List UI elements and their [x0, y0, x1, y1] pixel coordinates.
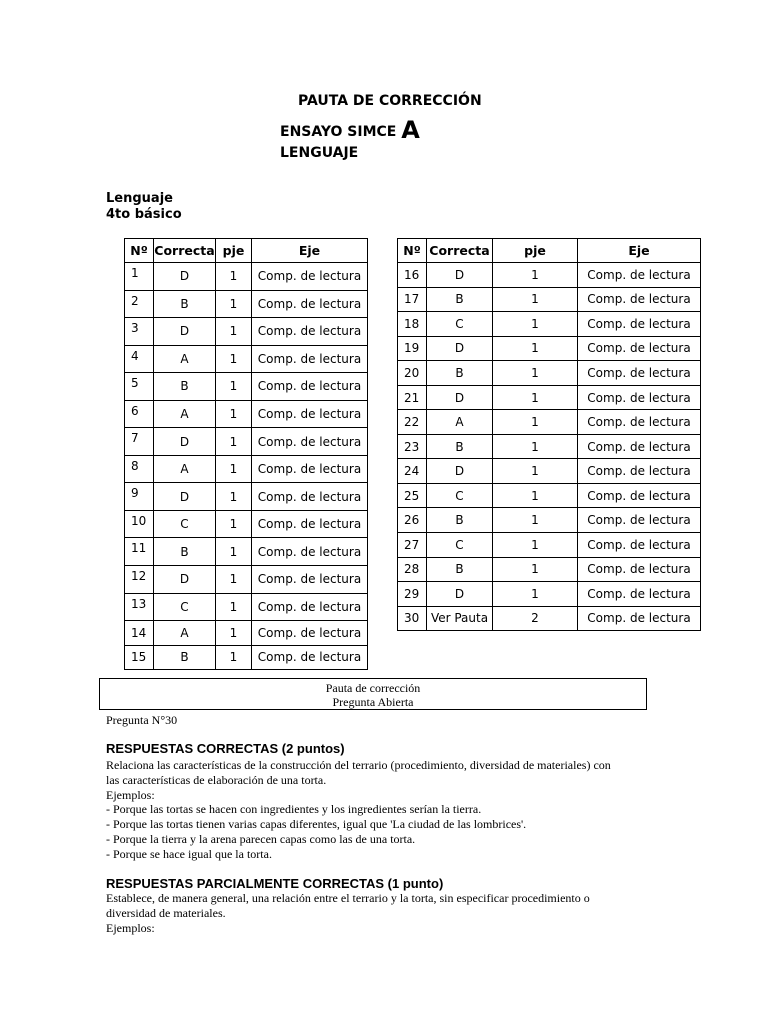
- table-row: [398, 385, 701, 410]
- column-header-number: Nº: [125, 239, 154, 263]
- body-line: Ejemplos:: [106, 787, 155, 802]
- cell-points: 1: [493, 287, 578, 312]
- cell-number: 12: [125, 566, 154, 594]
- cell-axis: Comp. de lectura: [578, 483, 701, 508]
- column-header-axis: Eje: [252, 239, 368, 263]
- cell-correct: C: [427, 483, 493, 508]
- cell-axis: Comp. de lectura: [578, 533, 701, 558]
- cell-number: 20: [398, 361, 427, 386]
- cell-axis: Comp. de lectura: [252, 455, 368, 483]
- cell-axis: Comp. de lectura: [578, 263, 701, 288]
- table-row: [125, 455, 368, 483]
- cell-axis: Comp. de lectura: [252, 566, 368, 594]
- cell-points: 1: [493, 410, 578, 435]
- table-header-row: [125, 239, 368, 263]
- table-row: [398, 287, 701, 312]
- subject-label: Lenguaje: [106, 191, 173, 206]
- table-row: [398, 410, 701, 435]
- cell-points: 1: [216, 621, 252, 646]
- cell-axis: Comp. de lectura: [252, 345, 368, 373]
- table-row: [125, 400, 368, 428]
- cell-axis: Comp. de lectura: [578, 557, 701, 582]
- cell-correct: D: [427, 582, 493, 607]
- column-header-correct: Correcta: [427, 239, 493, 263]
- cell-axis: Comp. de lectura: [578, 385, 701, 410]
- answer-table-right: [397, 238, 701, 631]
- cell-axis: Comp. de lectura: [578, 606, 701, 631]
- subject-heading: LENGUAJE: [280, 145, 359, 161]
- cell-correct: D: [154, 566, 216, 594]
- cell-points: 1: [493, 434, 578, 459]
- cell-correct: C: [154, 593, 216, 621]
- cell-number: 13: [125, 593, 154, 621]
- cell-axis: Comp. de lectura: [252, 428, 368, 456]
- cell-axis: Comp. de lectura: [252, 318, 368, 346]
- cell-axis: Comp. de lectura: [252, 373, 368, 401]
- cell-points: 1: [493, 557, 578, 582]
- cell-correct: B: [427, 287, 493, 312]
- cell-number: 11: [125, 538, 154, 566]
- cell-points: 1: [216, 483, 252, 511]
- cell-correct: C: [427, 533, 493, 558]
- cell-axis: Comp. de lectura: [578, 410, 701, 435]
- table-row: [125, 621, 368, 646]
- table-row: [125, 428, 368, 456]
- cell-axis: Comp. de lectura: [578, 312, 701, 337]
- cell-number: 19: [398, 336, 427, 361]
- cell-points: 1: [493, 263, 578, 288]
- cell-points: 1: [493, 508, 578, 533]
- cell-points: 1: [216, 593, 252, 621]
- answer-table-left: [124, 238, 368, 670]
- cell-axis: Comp. de lectura: [252, 483, 368, 511]
- cell-correct: B: [427, 434, 493, 459]
- table-row: [125, 373, 368, 401]
- subtitle-letter: A: [401, 116, 420, 144]
- cell-axis: Comp. de lectura: [578, 434, 701, 459]
- cell-axis: Comp. de lectura: [578, 508, 701, 533]
- cell-axis: Comp. de lectura: [578, 287, 701, 312]
- table-row: [398, 336, 701, 361]
- partial-answers-body: [106, 891, 666, 935]
- cell-axis: Comp. de lectura: [252, 400, 368, 428]
- cell-number: 16: [398, 263, 427, 288]
- cell-number: 25: [398, 483, 427, 508]
- table-row: [125, 345, 368, 373]
- cell-number: 5: [125, 373, 154, 401]
- cell-number: 18: [398, 312, 427, 337]
- cell-number: 29: [398, 582, 427, 607]
- cell-points: 1: [493, 483, 578, 508]
- body-line: - Porque las tortas tienen varias capas diferentes, igual que 'La ciudad de las lombrices'.: [106, 817, 527, 832]
- cell-points: 1: [216, 428, 252, 456]
- cell-number: 1: [125, 263, 154, 291]
- correct-answers-body: [106, 758, 666, 862]
- cell-axis: Comp. de lectura: [578, 582, 701, 607]
- cell-points: 1: [493, 582, 578, 607]
- table-row: [398, 533, 701, 558]
- cell-correct: B: [427, 361, 493, 386]
- cell-axis: Comp. de lectura: [578, 459, 701, 484]
- cell-axis: Comp. de lectura: [252, 290, 368, 318]
- column-header-axis: Eje: [578, 239, 701, 263]
- table-header-row: [398, 239, 701, 263]
- cell-number: 28: [398, 557, 427, 582]
- cell-axis: Comp. de lectura: [252, 621, 368, 646]
- cell-points: 1: [493, 336, 578, 361]
- cell-correct: D: [427, 459, 493, 484]
- cell-number: 3: [125, 318, 154, 346]
- table-row: [398, 557, 701, 582]
- cell-correct: B: [154, 645, 216, 670]
- body-line: Ejemplos:: [106, 920, 155, 935]
- cell-points: 1: [493, 385, 578, 410]
- cell-points: 1: [216, 373, 252, 401]
- table-row: [398, 263, 701, 288]
- cell-number: 4: [125, 345, 154, 373]
- table-row: [125, 538, 368, 566]
- cell-number: 30: [398, 606, 427, 631]
- cell-points: 1: [493, 361, 578, 386]
- cell-correct: D: [154, 263, 216, 291]
- table-row: [398, 361, 701, 386]
- cell-points: 1: [216, 645, 252, 670]
- cell-number: 9: [125, 483, 154, 511]
- cell-number: 2: [125, 290, 154, 318]
- cell-correct: A: [154, 455, 216, 483]
- table-row: [398, 434, 701, 459]
- table-row: [125, 290, 368, 318]
- body-line: - Porque las tortas se hacen con ingredientes y los ingredientes serían la tierra.: [106, 802, 482, 817]
- column-header-points: pje: [493, 239, 578, 263]
- cell-axis: Comp. de lectura: [578, 361, 701, 386]
- table-row: [398, 508, 701, 533]
- cell-correct: C: [154, 510, 216, 538]
- cell-number: 10: [125, 510, 154, 538]
- cell-points: 1: [216, 566, 252, 594]
- cell-points: 1: [216, 290, 252, 318]
- cell-points: 1: [216, 400, 252, 428]
- table-row: [398, 606, 701, 631]
- cell-correct: A: [427, 410, 493, 435]
- cell-number: 24: [398, 459, 427, 484]
- cell-points: 1: [216, 263, 252, 291]
- cell-number: 6: [125, 400, 154, 428]
- cell-points: 1: [216, 538, 252, 566]
- table-row: [398, 312, 701, 337]
- cell-points: 1: [216, 345, 252, 373]
- cell-correct: B: [427, 557, 493, 582]
- subtitle-text: ENSAYO SIMCE: [280, 124, 397, 140]
- column-header-number: Nº: [398, 239, 427, 263]
- cell-correct: D: [154, 318, 216, 346]
- correct-answers-heading: RESPUESTAS CORRECTAS (2 puntos): [106, 741, 345, 756]
- cell-axis: Comp. de lectura: [252, 510, 368, 538]
- table-row: [125, 263, 368, 291]
- cell-correct: D: [427, 385, 493, 410]
- cell-correct: D: [154, 483, 216, 511]
- body-line: - Porque se hace igual que la torta.: [106, 846, 272, 861]
- table-row: [125, 510, 368, 538]
- column-header-points: pje: [216, 239, 252, 263]
- cell-points: 1: [493, 312, 578, 337]
- body-line: - Porque la tierra y la arena parecen capas como las de una torta.: [106, 831, 416, 846]
- cell-number: 7: [125, 428, 154, 456]
- cell-correct: D: [427, 263, 493, 288]
- table-row: [125, 566, 368, 594]
- table-row: [398, 459, 701, 484]
- document-title: PAUTA DE CORRECCIÓN: [298, 93, 482, 109]
- cell-correct: B: [427, 508, 493, 533]
- cell-correct: A: [154, 400, 216, 428]
- cell-axis: Comp. de lectura: [578, 336, 701, 361]
- cell-axis: Comp. de lectura: [252, 645, 368, 670]
- cell-points: 1: [216, 510, 252, 538]
- grade-label: 4to básico: [106, 207, 182, 222]
- table-row: [125, 483, 368, 511]
- cell-correct: D: [154, 428, 216, 456]
- cell-points: 1: [216, 455, 252, 483]
- pauta-box-line1: Pauta de corrección: [325, 681, 421, 695]
- cell-number: 15: [125, 645, 154, 670]
- document-subtitle: [280, 116, 420, 144]
- table-row: [125, 645, 368, 670]
- cell-points: 1: [216, 318, 252, 346]
- table-row: [398, 483, 701, 508]
- cell-correct: A: [154, 621, 216, 646]
- cell-number: 22: [398, 410, 427, 435]
- cell-correct: A: [154, 345, 216, 373]
- table-row: [398, 582, 701, 607]
- cell-correct: B: [154, 538, 216, 566]
- table-row: [125, 318, 368, 346]
- cell-axis: Comp. de lectura: [252, 593, 368, 621]
- pauta-box: [99, 678, 647, 710]
- column-header-correct: Correcta: [154, 239, 216, 263]
- partial-answers-heading: RESPUESTAS PARCIALMENTE CORRECTAS (1 punto): [106, 876, 444, 891]
- cell-correct: B: [154, 290, 216, 318]
- body-line: las características de elaboración de una torta.: [106, 772, 327, 787]
- cell-axis: Comp. de lectura: [252, 263, 368, 291]
- cell-number: 21: [398, 385, 427, 410]
- question-label: Pregunta N°30: [106, 713, 178, 727]
- cell-number: 26: [398, 508, 427, 533]
- cell-points: 1: [493, 459, 578, 484]
- body-line: Establece, de manera general, una relación entre el terrario y la torta, sin especificar procedimiento o: [106, 891, 590, 905]
- cell-points: 1: [493, 533, 578, 558]
- cell-correct: C: [427, 312, 493, 337]
- body-line: diversidad de materiales.: [106, 905, 226, 920]
- cell-number: 23: [398, 434, 427, 459]
- cell-correct: Ver Pauta: [427, 606, 493, 631]
- cell-correct: D: [427, 336, 493, 361]
- cell-points: 2: [493, 606, 578, 631]
- cell-number: 17: [398, 287, 427, 312]
- body-line: Relaciona las características de la construcción del terrario (procedimiento, diversidad de materiales) con: [106, 758, 611, 772]
- pauta-box-line2: Pregunta Abierta: [332, 695, 414, 709]
- table-row: [125, 593, 368, 621]
- cell-correct: B: [154, 373, 216, 401]
- cell-number: 27: [398, 533, 427, 558]
- cell-number: 8: [125, 455, 154, 483]
- cell-number: 14: [125, 621, 154, 646]
- cell-axis: Comp. de lectura: [252, 538, 368, 566]
